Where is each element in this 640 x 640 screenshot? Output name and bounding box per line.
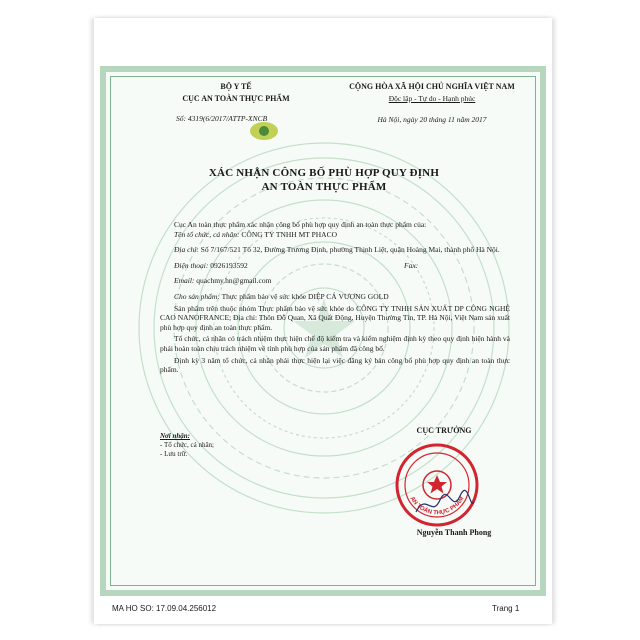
recipient-item: - Tổ chức, cá nhân; — [160, 441, 215, 449]
organization-value: CÔNG TY TNHH MT PHACO — [241, 229, 337, 239]
organization-line — [160, 230, 510, 240]
fax-label: Fax: — [404, 260, 419, 270]
handwritten-signature — [412, 488, 476, 522]
product-label: Cho sản phẩm: — [174, 291, 220, 301]
phone-label: Điện thoại: — [174, 260, 209, 270]
responsibility-paragraph: Tổ chức, cá nhân có trách nhiệm thực hiện chế độ kiểm tra và kiểm nghiệm định kỳ theo quy định hiện hành và phải hoàn toàn chịu trách nhiệm về tính phù hợp của sản phẩm đã công bố. — [160, 334, 510, 353]
issue-date: Hà Nội, ngày 20 tháng 11 năm 2017 — [377, 115, 487, 124]
signer-name: Nguyễn Thanh Phong — [416, 528, 492, 537]
address-line — [160, 245, 510, 255]
organization-label: Tên tổ chức, cá nhân: — [174, 229, 240, 239]
certificate-title-line2: AN TOÀN THỰC PHẨM — [261, 181, 387, 193]
phone-value: 0926193592 — [210, 260, 248, 270]
renewal-paragraph: Định kỳ 3 năm tổ chức, cá nhân phải thực hiện lại việc đăng ký bản công bố phù hợp quy định an toàn thực phẩm. — [160, 355, 510, 375]
manufacturer-paragraph: Sản phẩm trên thuộc nhóm Thực phẩm bảo vệ sức khỏe do CÔNG TY TNHH SẢN XUẤT DP CÔNG NGHỆ CAO NANOFRANCE; Địa chỉ: Thôn Đỗ Quan, Xã Quất Động, Huyện Thường Tín, TP. Hà Nội, Việt Nam sản xuất phù hợp quy định an toàn thực phẩm. — [160, 303, 510, 332]
ministry-name: BỘ Y TẾ — [220, 82, 252, 91]
email-line — [160, 276, 510, 286]
recipient-item: - Lưu trữ. — [160, 450, 188, 458]
document-number: Số: 4319(6/2017/ATTP-XNCB — [176, 114, 268, 123]
recipients-block — [160, 432, 300, 459]
department-name: CỤC AN TOÀN THỰC PHẨM — [182, 94, 290, 103]
product-line — [160, 292, 510, 302]
certificate-page — [94, 18, 552, 624]
body-section — [160, 220, 510, 375]
country-name: CỘNG HÒA XÃ HỘI CHỦ NGHĨA VIỆT NAM — [349, 82, 515, 91]
seal-text: AN TOÀN THỰC PHẨM — [408, 495, 466, 517]
phone-line — [160, 261, 510, 271]
recipients-label: Nơi nhận: — [160, 432, 191, 440]
address-value: Số 7/167/521 Tổ 32, Đường Trương Định, phường Thịnh Liệt, quận Hoàng Mai, thành phố Hà Nội. — [200, 245, 500, 255]
product-value: Thực phẩm bảo vệ sức khỏe DIỆP CÁ VƯƠNG GOLD — [221, 291, 389, 301]
national-motto: Độc lập - Tự do - Hạnh phúc — [388, 94, 476, 103]
dossier-code: MA HO SO: 17.09.04.256012 — [112, 604, 217, 613]
intro-text: Cục An toàn thực phẩm xác nhận công bố phù hợp quy định an toàn thực phẩm của: — [174, 220, 427, 229]
department-emblem-icon — [249, 116, 279, 146]
address-label: Địa chỉ: — [174, 245, 199, 255]
signer-title: CỤC TRƯỞNG — [416, 426, 472, 435]
email-value: quachmy.hn@gmail.com — [196, 276, 272, 286]
page-number: Trang 1 — [492, 604, 520, 613]
certificate-title-line1: XÁC NHẬN CÔNG BỐ PHÙ HỢP QUY ĐỊNH — [208, 167, 440, 179]
email-label: Email: — [174, 276, 195, 286]
